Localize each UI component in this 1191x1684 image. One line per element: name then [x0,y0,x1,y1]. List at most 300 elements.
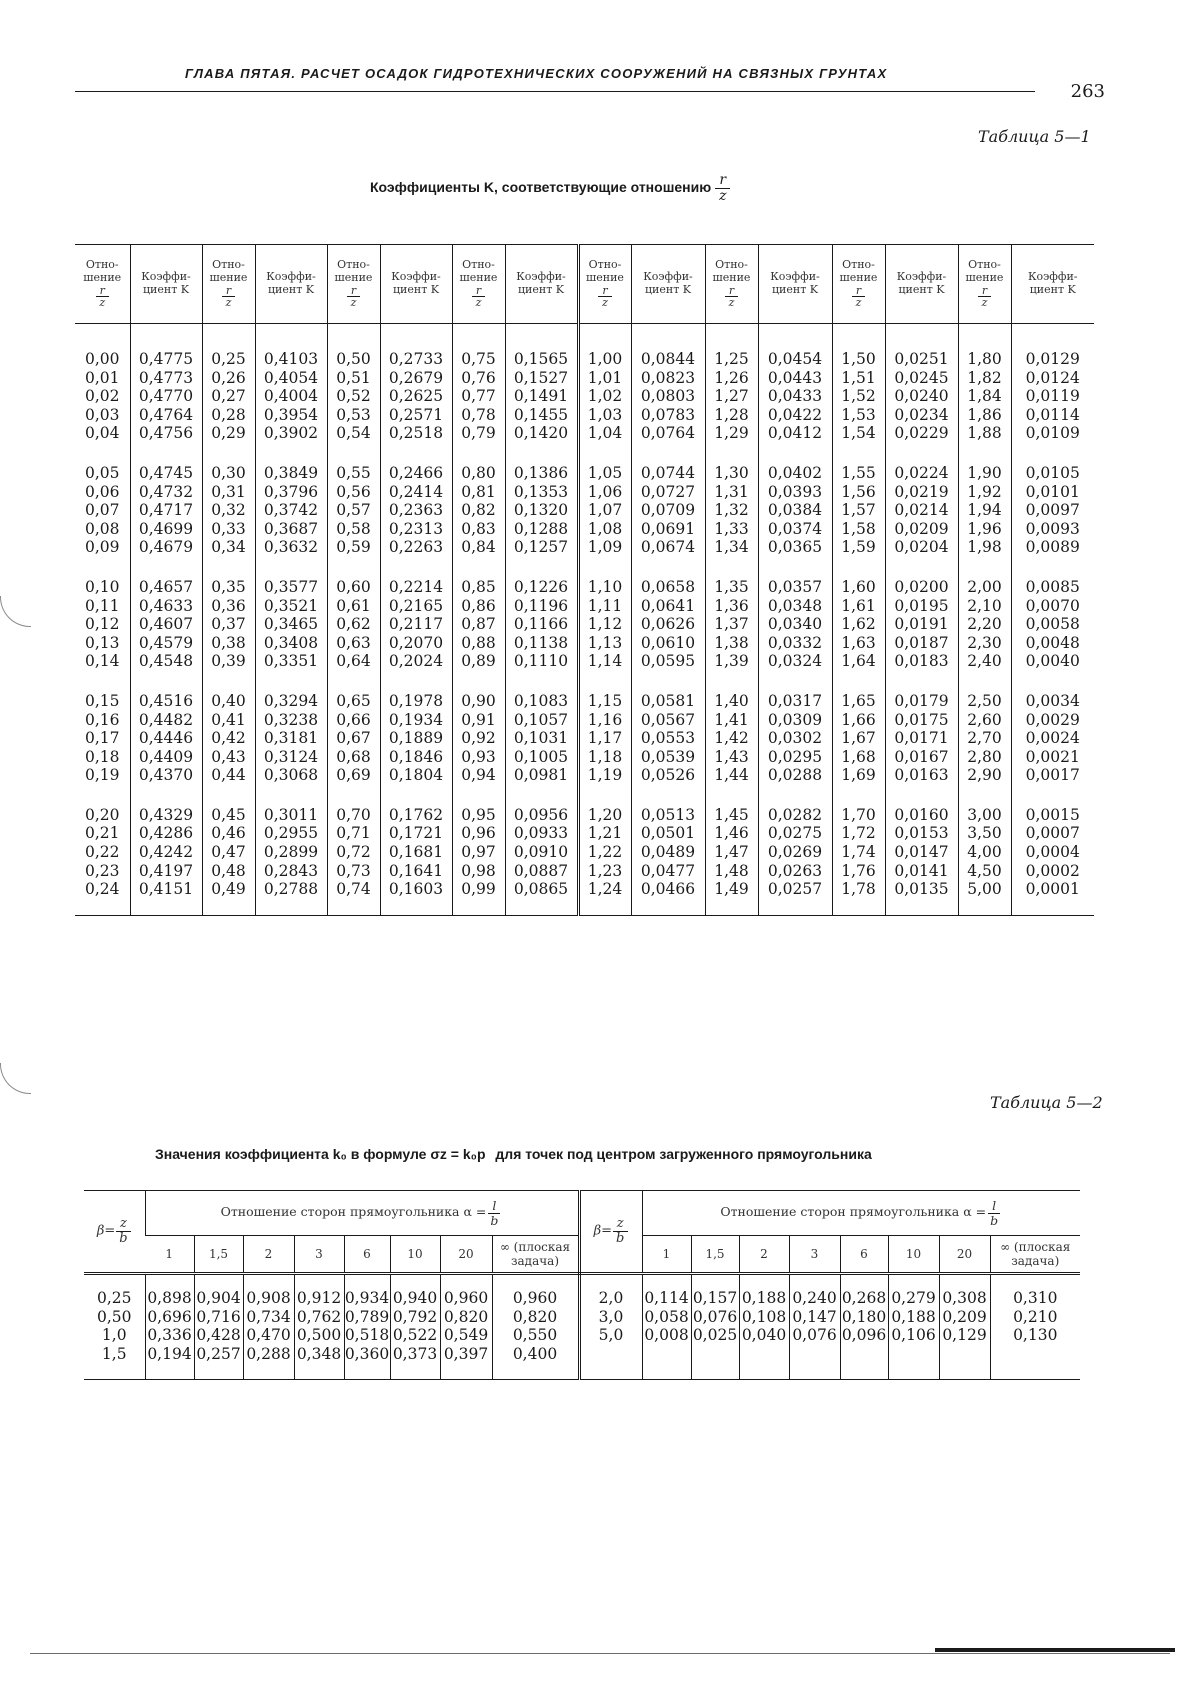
ratio-header-label: Отно-шение [334,258,373,284]
fraction-numerator: z [613,1217,628,1232]
coefficient-cell: 0,2263 [380,538,452,557]
coefficient-cell: 0,0365 [758,538,832,557]
spacer-cell [758,785,832,806]
spacer-cell [344,1274,390,1290]
coefficient-cell: 0,2070 [380,634,452,653]
beta-cell: 5,0 [579,1326,642,1345]
coefficient-cell: 0,3238 [255,711,327,730]
table-row [75,520,1094,539]
group-gap-row [75,557,1094,578]
ratio-cell: 0,91 [452,711,505,730]
ratio-cell: 0,61 [327,597,380,616]
table-spacer-row [75,324,1094,351]
spacer-cell [130,557,202,578]
k0-cell: 0,792 [390,1308,440,1327]
coefficient-column-header: Коэффи-циент K [631,245,705,324]
k0-cell: 0,194 [145,1345,194,1364]
coefficient-cell: 0,1603 [380,880,452,899]
coefficient-cell: 0,0129 [1011,350,1094,369]
ratio-cell: 1,52 [832,387,885,406]
k0-cell: 0,058 [642,1308,691,1327]
ratio-cell: 2,90 [958,766,1011,785]
ratio-cell: 0,63 [327,634,380,653]
coefficient-cell: 0,0269 [758,843,832,862]
alpha-group-label: Отношение сторон прямоугольника α = [720,1204,987,1220]
k0-cell: 0,240 [789,1289,840,1308]
spacer-cell [1011,443,1094,464]
ratio-cell: 1,39 [705,652,758,671]
ratio-cell: 0,81 [452,483,505,502]
table-row [75,748,1094,767]
alpha-column-header: 2 [243,1236,294,1274]
k0-cell: 0,820 [440,1308,492,1327]
group-gap-row [75,785,1094,806]
coefficient-cell: 0,3796 [255,483,327,502]
fraction [486,1199,502,1226]
ratio-cell: 2,30 [958,634,1011,653]
coefficient-cell: 0,1031 [505,729,578,748]
spacer-cell [631,324,705,351]
coefficient-cell: 0,0374 [758,520,832,539]
spacer-cell [243,1274,294,1290]
spacer-cell [1011,324,1094,351]
coefficient-cell: 0,2733 [380,350,452,369]
coefficient-cell: 0,3068 [255,766,327,785]
spacer-cell [505,785,578,806]
table-row [75,652,1094,671]
coefficient-cell: 0,0021 [1011,748,1094,767]
spacer-cell [832,671,885,692]
spacer-cell [840,1274,888,1290]
fraction-numerator: z [116,1217,131,1232]
coefficient-cell: 0,0513 [631,806,705,825]
k0-cell: 0,040 [739,1326,789,1345]
coefficient-cell: 0,0007 [1011,824,1094,843]
ratio-cell: 1,57 [832,501,885,520]
ratio-cell: 3,50 [958,824,1011,843]
table2-title-part2: для точек под центром загруженного прямоугольника [495,1146,872,1162]
spacer-cell [578,557,631,578]
fraction [725,285,739,309]
k0-cell: 0,147 [789,1308,840,1327]
spacer-cell [642,1363,691,1380]
ratio-cell: 1,01 [578,369,631,388]
ratio-cell: 0,94 [452,766,505,785]
alpha-column-header: ∞ (плоская задача) [990,1236,1080,1274]
spacer-cell [327,443,380,464]
ratio-cell: 1,15 [578,692,631,711]
ratio-cell: 0,34 [202,538,255,557]
ratio-cell: 1,50 [832,350,885,369]
coefficient-column-header: Коэффи-циент K [130,245,202,324]
ratio-cell: 1,31 [705,483,758,502]
alpha-column-header: 20 [939,1236,990,1274]
ratio-cell: 1,11 [578,597,631,616]
ratio-cell: 1,12 [578,615,631,634]
spacer-cell [84,1363,145,1380]
k0-cell: 0,904 [194,1289,243,1308]
coefficient-cell: 0,4607 [130,615,202,634]
ratio-cell: 0,68 [327,748,380,767]
coefficient-cell: 0,0384 [758,501,832,520]
ratio-cell: 1,09 [578,538,631,557]
ratio-cell: 0,19 [84,766,120,785]
fraction [598,285,612,309]
coefficient-cell: 0,2955 [255,824,327,843]
fraction [978,285,992,309]
coefficient-cell: 0,2518 [380,424,452,443]
spacer-cell [452,324,505,351]
coefficient-cell: 0,0251 [885,350,958,369]
ratio-cell: 0,10 [84,577,120,596]
ratio-cell: 1,36 [705,597,758,616]
ratio-cell: 0,11 [84,596,120,615]
spacer-cell [939,1363,990,1380]
ratio-cell: 1,82 [958,369,1011,388]
ratio-cell: 1,38 [705,634,758,653]
coefficient-cell: 0,4548 [130,652,202,671]
coefficient-cell: 0,1386 [505,464,578,483]
coefficient-cell: 0,4054 [255,369,327,388]
spacer-cell [579,1274,642,1290]
table-row [84,1308,1080,1327]
spacer-cell [294,1363,344,1380]
spacer-cell [202,557,255,578]
ratio-cell: 0,85 [452,578,505,597]
k0-cell: 0,130 [990,1326,1080,1345]
ratio-cell: 0,95 [452,806,505,825]
k0-cell [888,1345,939,1364]
table-tail-row [75,899,1094,916]
ratio-cell: 0,76 [452,369,505,388]
coefficient-cell: 0,4756 [130,424,202,443]
alpha-group-header [145,1191,579,1236]
k0-cell [840,1345,888,1364]
ratio-cell: 1,49 [705,880,758,899]
spacer-cell [84,1274,145,1290]
spacer-cell [888,1274,939,1290]
fraction-denominator: z [602,296,608,310]
ratio-cell: 0,31 [202,483,255,502]
spacer-cell [840,1363,888,1380]
k0-cell [789,1345,840,1364]
coefficient-cell: 0,0002 [1011,862,1094,881]
coefficient-cell: 0,0402 [758,464,832,483]
ratio-cell: 0,78 [452,406,505,425]
alpha-column-header: 1,5 [194,1236,243,1274]
ratio-cell: 0,06 [84,482,120,501]
spacer-cell [492,1274,579,1290]
k0-cell: 0,373 [390,1345,440,1364]
chapter-title: ГЛАВА ПЯТАЯ. РАСЧЕТ ОСАДОК ГИДРОТЕХНИЧЕСКИХ СООРУЖЕНИЙ НА СВЯЗНЫХ ГРУНТАХ [185,66,888,81]
spacer-cell [255,671,327,692]
coefficient-cell: 0,0539 [631,748,705,767]
coefficient-cell: 0,0183 [885,652,958,671]
k0-cell: 0,960 [492,1289,579,1308]
k0-cell: 0,696 [145,1308,194,1327]
ratio-cell: 1,74 [832,843,885,862]
coefficient-cell: 0,1641 [380,862,452,881]
coefficient-cell: 0,0214 [885,501,958,520]
coefficient-column-header: Коэффи-циент K [1011,245,1094,324]
ratio-cell: 0,20 [84,805,120,824]
ratio-cell: 1,34 [705,538,758,557]
table-spacer-row [84,1274,1080,1290]
spacer-cell [691,1274,739,1290]
k0-cell: 0,898 [145,1289,194,1308]
fraction-denominator: z [350,296,357,310]
table-row [75,424,1094,443]
coefficient-cell: 0,3294 [255,692,327,711]
spacer-cell [255,785,327,806]
coefficient-cell: 0,1288 [505,520,578,539]
ratio-cell: 1,69 [832,766,885,785]
spacer-cell [145,1363,194,1380]
alpha-column-header: ∞ (плоская задача) [492,1236,579,1274]
spacer-cell [130,324,202,351]
coefficient-cell: 0,0844 [631,350,705,369]
k0-cell: 0,076 [692,1307,738,1326]
k0-cell: 0,518 [344,1326,390,1344]
ratio-cell: 0,87 [452,615,505,634]
k0-cell: 0,550 [492,1326,579,1345]
k0-cell: 0,114 [642,1289,691,1308]
ratio-cell: 1,54 [832,424,885,443]
coefficient-cell: 0,0317 [758,692,832,711]
coefficient-cell: 0,0709 [631,501,705,520]
coefficient-cell: 0,0004 [1011,843,1094,862]
spacer-cell [885,785,958,806]
coefficient-cell: 0,0422 [758,406,832,425]
coefficient-cell: 0,0089 [1011,538,1094,557]
ratio-header-label: Отно-шение [965,258,1004,284]
coefficient-cell: 0,4446 [130,729,202,748]
ratio-cell: 0,97 [452,843,505,862]
k0-cell: 0,157 [692,1289,738,1307]
spacer-cell [202,324,255,351]
ratio-cell: 1,56 [832,483,885,502]
spacer-cell [202,443,255,464]
ratio-cell: 1,80 [958,350,1011,369]
coefficient-cell: 0,0803 [631,387,705,406]
k0-cell: 0,360 [344,1344,390,1363]
ratio-cell: 1,67 [832,729,885,748]
ratio-cell: 1,68 [832,748,885,767]
alpha-column-header: 3 [294,1236,344,1274]
group-gap-row [75,671,1094,692]
ratio-cell: 1,90 [958,464,1011,483]
ratio-cell: 2,80 [958,748,1011,767]
alpha-column-header: 2 [739,1236,789,1274]
ratio-cell: 1,84 [958,387,1011,406]
coefficient-cell: 0,4717 [130,501,202,520]
ratio-cell: 1,25 [705,350,758,369]
ratio-cell: 0,04 [84,424,120,443]
coefficient-cell: 0,4732 [130,483,202,502]
ratio-cell: 0,03 [84,405,120,424]
spacer-cell [130,671,202,692]
table-row [75,824,1094,843]
ratio-cell: 0,07 [84,501,120,520]
coefficient-cell: 0,1196 [505,597,578,616]
ratio-cell: 0,38 [202,634,255,653]
ratio-cell: 0,54 [327,424,380,443]
k0-cell: 0,108 [739,1308,789,1327]
ratio-cell: 0,59 [327,538,380,557]
table2-title-part1: Значения коэффициента k₀ в формуле σz = k₀p [155,1146,486,1162]
ratio-cell: 0,71 [327,824,380,843]
ratio-header-label: Отно-шение [83,258,122,284]
spacer-cell [255,899,327,916]
coefficient-cell: 0,3408 [255,634,327,653]
ratio-cell: 0,32 [202,501,255,520]
fraction-numerator: r [347,285,360,298]
ratio-cell: 0,93 [452,748,505,767]
spacer-cell [705,324,758,351]
ratio-cell: 0,41 [202,711,255,730]
ratio-cell: 0,67 [327,729,380,748]
ratio-cell: 1,10 [578,578,631,597]
ratio-cell: 3,00 [958,806,1011,825]
coefficient-cell: 0,3687 [255,520,327,539]
ratio-header-label: Отно-шение [459,258,498,284]
coefficient-cell: 0,0015 [1011,806,1094,825]
fraction-numerator: r [715,173,730,189]
coefficient-cell: 0,4770 [130,387,202,406]
spacer-cell [255,443,327,464]
ratio-cell: 1,45 [705,806,758,825]
ratio-cell: 0,49 [202,880,255,899]
coefficient-cell: 0,0085 [1011,578,1094,597]
spacer-cell [202,785,255,806]
spacer-cell [505,443,578,464]
coefficient-cell: 0,0282 [758,806,832,825]
ratio-cell: 1,30 [705,464,758,483]
coefficient-cell: 0,0295 [758,748,832,767]
k0-cell: 0,076 [789,1326,840,1345]
table-row [75,711,1094,730]
coefficient-cell: 0,0257 [758,880,832,899]
ratio-cell: 0,02 [84,387,120,406]
coefficient-cell: 0,1804 [380,766,452,785]
coefficient-cell: 0,0981 [505,766,578,785]
beta-cell: 2,0 [579,1289,642,1308]
ratio-cell: 0,27 [202,387,255,406]
ratio-cell: 0,79 [452,424,505,443]
coefficient-cell: 0,4482 [130,711,202,730]
alpha-column-header: 10 [390,1236,440,1274]
spacer-cell [380,324,452,351]
ratio-cell: 1,20 [578,806,631,825]
spacer-cell [75,899,130,916]
coefficient-cell: 0,0191 [885,615,958,634]
ratio-cell: 0,13 [84,633,120,652]
coefficient-cell: 0,0114 [1011,406,1094,425]
ratio-column-header [578,245,631,324]
coefficient-cell: 0,3521 [255,597,327,616]
ratio-cell: 1,37 [705,615,758,634]
table-row [84,1326,1080,1345]
spacer-cell [130,899,202,916]
ratio-cell: 1,42 [705,729,758,748]
ratio-column-header [705,245,758,324]
page-edge-mark [0,596,31,627]
coefficient-cell: 0,2313 [380,520,452,539]
coefficient-cell: 0,1083 [505,692,578,711]
spacer-cell [344,1363,390,1380]
spacer-cell [832,324,885,351]
coefficient-cell: 0,1565 [505,350,578,369]
coefficient-cell: 0,2363 [380,501,452,520]
alpha-column-header: 1 [145,1236,194,1274]
coefficient-cell: 0,1681 [380,843,452,862]
coefficient-cell: 0,4329 [130,806,202,825]
ratio-cell: 1,24 [578,880,631,899]
spacer-cell [75,324,130,351]
coefficient-cell: 0,0167 [885,748,958,767]
coefficient-cell: 0,3181 [255,729,327,748]
coefficient-cell: 0,4579 [130,634,202,653]
fraction-denominator: z [981,296,988,310]
spacer-cell [758,557,832,578]
k0-cell: 0,210 [990,1308,1080,1327]
coefficient-cell: 0,0501 [631,824,705,843]
beta-column-header [579,1191,642,1274]
ratio-cell: 0,57 [327,501,380,520]
ratio-cell: 1,60 [832,578,885,597]
table-row [75,806,1094,825]
ratio-cell: 0,09 [84,538,120,557]
coefficient-cell: 0,1420 [505,424,578,443]
ratio-cell: 0,00 [84,350,120,368]
spacer-cell [642,1274,691,1290]
ratio-cell: 0,88 [452,634,505,653]
coefficient-cell: 0,1934 [380,711,452,730]
ratio-cell: 0,72 [327,843,380,862]
spacer-cell [380,785,452,806]
ratio-column-header [327,245,380,324]
coefficient-cell: 0,0610 [631,634,705,653]
coefficient-cell: 0,0097 [1011,501,1094,520]
spacer-cell [255,324,327,351]
ratio-column-header [832,245,885,324]
coefficient-cell: 0,0956 [505,806,578,825]
ratio-cell: 1,05 [578,464,631,483]
table-row [75,538,1094,557]
ratio-cell: 0,26 [202,369,255,388]
coefficient-cell: 0,0024 [1011,729,1094,748]
fraction-denominator: z [99,296,106,310]
k0-cell: 0,500 [294,1326,344,1345]
alpha-column-header: 1 [642,1236,691,1274]
coefficient-cell: 0,4242 [130,843,202,862]
ratio-cell: 1,53 [832,406,885,425]
spacer-cell [194,1274,243,1290]
ratio-cell: 0,29 [202,424,255,443]
table-row [75,464,1094,483]
ratio-cell: 4,00 [958,843,1011,862]
table2-title [155,1146,872,1162]
k0-cell: 0,279 [888,1289,939,1308]
coefficient-cell: 0,4775 [130,350,202,369]
ratio-cell: 0,69 [327,766,380,785]
ratio-cell: 0,39 [202,652,255,671]
ratio-cell: 0,17 [84,729,120,748]
coefficient-cell: 0,0224 [885,464,958,483]
ratio-cell: 0,74 [327,880,380,899]
coefficient-cell: 0,0595 [631,652,705,671]
fraction-denominator: z [728,296,735,310]
